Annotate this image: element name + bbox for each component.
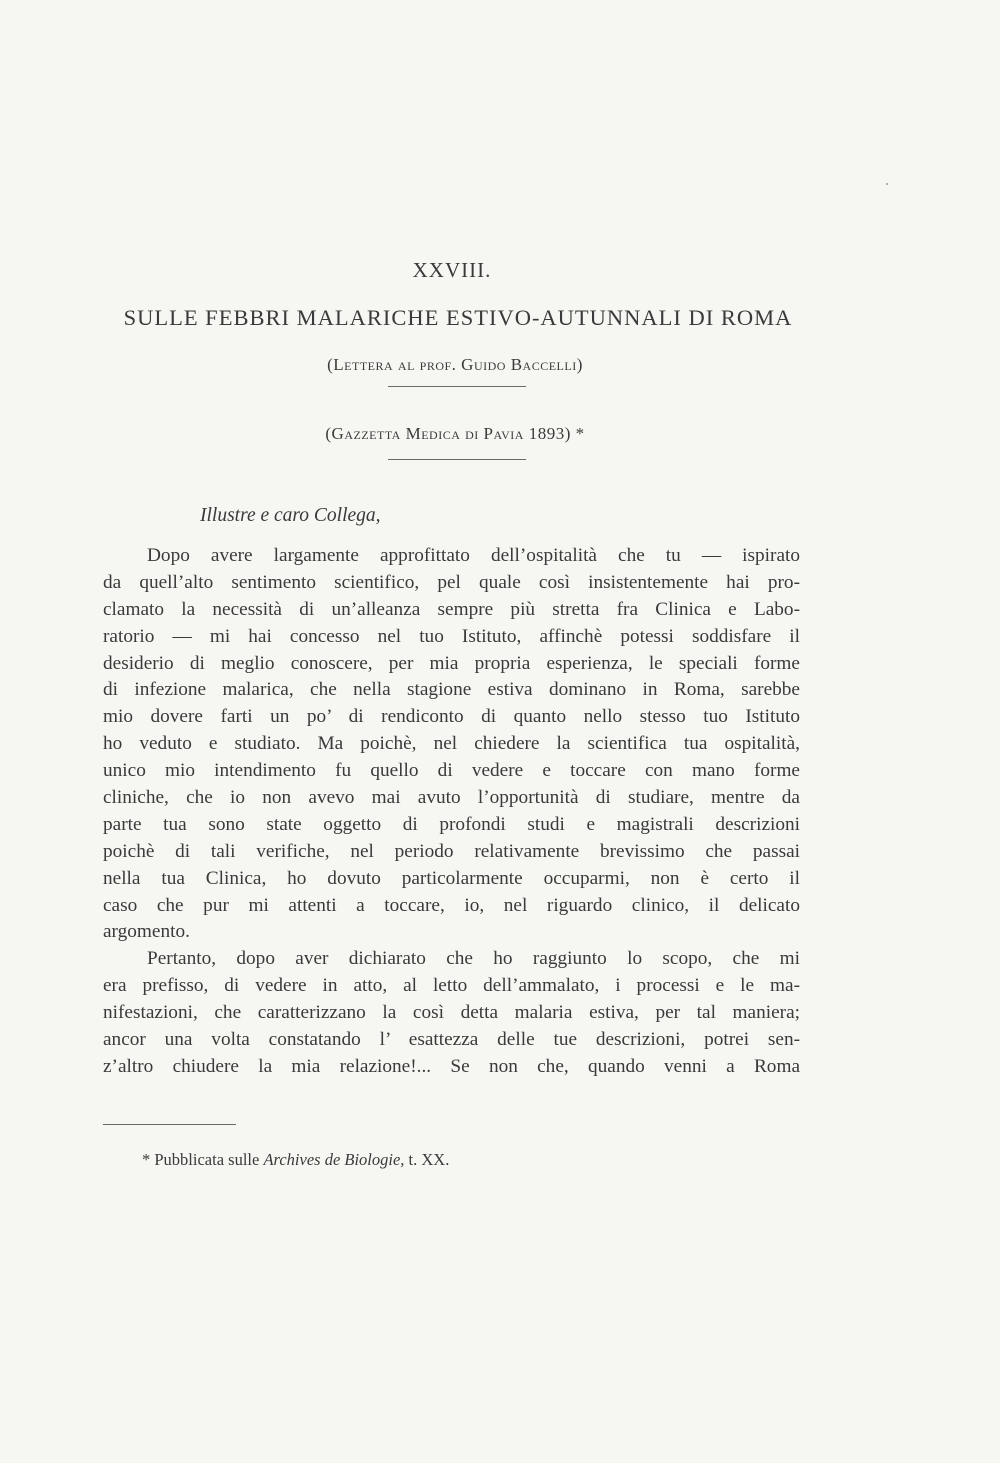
- text-line: clamato la necessità di un’alleanza sempre più stretta fra Clinica e Labo-: [103, 598, 800, 620]
- text-line: argomento.: [103, 921, 190, 943]
- text-line: ratorio — mi hai concesso nel tuo Istituto, affinchè potessi soddisfare il: [103, 625, 800, 647]
- text-line: parte tua sono state oggetto di profondi studi e magistrali descrizioni: [103, 813, 800, 835]
- footnote-divider: [103, 1124, 236, 1125]
- source-divider: [388, 459, 526, 460]
- publication-source: (Gazzetta Medica di Pavia 1893) *: [325, 424, 585, 443]
- text-line: z’altro chiudere la mia relazione!... Se non che, quando venni a Roma: [103, 1055, 800, 1077]
- text-line: Pertanto, dopo aver dichiarato che ho raggiunto lo scopo, che mi: [147, 948, 800, 970]
- chapter-title: SULLE FEBBRI MALARICHE ESTIVO-AUTUNNALI DI ROMA: [123, 305, 793, 330]
- text-line: caso che pur mi attenti a toccare, io, nel riguardo clinico, il delicato: [103, 894, 800, 916]
- footnote-ref: t. XX.: [408, 1150, 450, 1169]
- footnote: [142, 1150, 449, 1170]
- letter-body: [103, 543, 800, 1081]
- text-line: mio dovere farti un po’ di rendiconto di quanto nello stesso tuo Istituto: [103, 706, 800, 728]
- footnote-journal: Archives de Biologie,: [263, 1150, 405, 1169]
- text-line: cliniche, che io non avevo mai avuto l’opportunità di studiare, mentre da: [103, 787, 800, 809]
- text-line: nifestazioni, che caratterizzano la così detta malaria estiva, per tal maniera;: [103, 1002, 800, 1024]
- text-line: nella tua Clinica, ho dovuto particolarmente occuparmi, non è certo il: [103, 867, 800, 889]
- text-line: unico mio intendimento fu quello di vedere e toccare con mano forme: [103, 760, 800, 782]
- title-divider: [388, 386, 526, 387]
- chapter-number: XXVIII.: [412, 258, 492, 282]
- text-line: poichè di tali verifiche, nel periodo relativamente brevissimo che passai: [103, 840, 800, 862]
- paper-speck: [886, 183, 888, 185]
- text-line: desiderio di meglio conoscere, per mia propria esperienza, le speciali forme: [103, 652, 800, 674]
- text-line: ancor una volta constatando l’ esattezza delle tue descrizioni, potrei sen-: [103, 1029, 800, 1051]
- text-line: era prefisso, di vedere in atto, al letto dell’ammalato, i processi e le ma-: [103, 975, 800, 997]
- text-line: Dopo avere largamente approfittato dell’ospitalità che tu — ispirato: [147, 545, 800, 566]
- text-line: ho veduto e studiato. Ma poichè, nel chiedere la scientifica tua ospitalità,: [103, 733, 800, 755]
- text-line: da quell’alto sentimento scientifico, pel quale così insistentemente hai pro-: [103, 571, 800, 593]
- footnote-marker: * Pubblicata sulle: [142, 1150, 260, 1169]
- chapter-subtitle: (Lettera al prof. Guido Baccelli): [327, 355, 583, 374]
- text-line: di infezione malarica, che nella stagione estiva dominano in Roma, sarebbe: [103, 679, 800, 701]
- salutation: Illustre e caro Collega,: [200, 505, 381, 526]
